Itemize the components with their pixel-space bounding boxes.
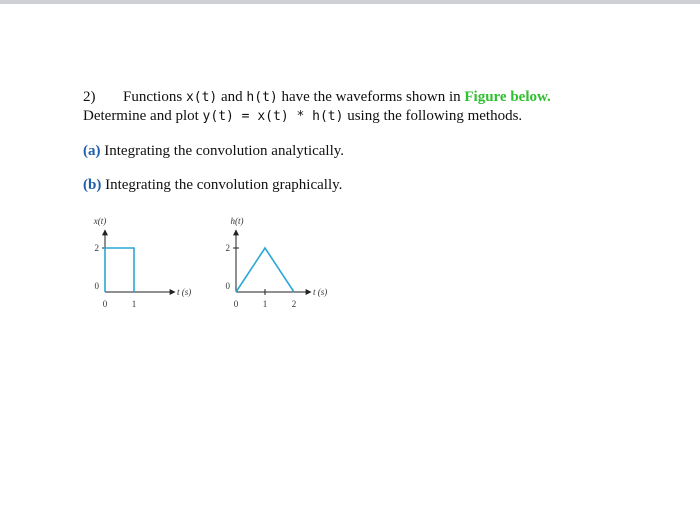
h-plot-ytick-0: 0 xyxy=(225,281,230,291)
h-plot-xtick-1: 1 xyxy=(262,299,268,309)
part-a xyxy=(83,142,344,160)
problem-line-2 xyxy=(83,107,522,126)
x-plot-xlabel: t (s) xyxy=(177,287,192,297)
x-waveform-plot xyxy=(80,210,210,320)
line1-suffix: have the waveforms shown in xyxy=(277,89,465,105)
part-b-label: (b) xyxy=(83,177,102,193)
problem-number: 2) xyxy=(83,89,96,105)
part-a-label: (a) xyxy=(83,143,101,159)
h-plot-xtick-0: 0 xyxy=(233,299,239,309)
part-b-text: Integrating the convolution graphically. xyxy=(101,177,343,193)
x-plot-xtick-1: 1 xyxy=(131,299,137,309)
line1-and: and xyxy=(217,89,247,105)
x-function: x(t) xyxy=(185,90,218,105)
h-plot-ytick-2: 2 xyxy=(225,243,230,253)
convolution-equation: y(t) = x(t) * h(t) xyxy=(202,109,344,124)
h-waveform-line xyxy=(236,248,294,292)
x-plot-ylabel: x(t) xyxy=(93,216,107,226)
line2-suffix: using the following methods. xyxy=(343,108,523,124)
figure-reference: Figure below. xyxy=(464,89,551,105)
x-plot-ytick-0: 0 xyxy=(94,281,99,291)
x-plot-ytick-2: 2 xyxy=(94,243,99,253)
h-function: h(t) xyxy=(246,90,278,105)
h-plot-xlabel: t (s) xyxy=(313,287,328,297)
part-a-text: Integrating the convolution analytically. xyxy=(100,143,345,159)
line1-prefix: Functions xyxy=(123,89,186,105)
x-plot-xtick-0: 0 xyxy=(102,299,108,309)
problem-line-1 xyxy=(83,88,551,107)
top-bar xyxy=(0,0,700,4)
x-waveform-line xyxy=(105,248,134,292)
line2-prefix: Determine and plot xyxy=(83,108,203,124)
h-plot-xtick-2: 2 xyxy=(291,299,297,309)
h-plot-ylabel: h(t) xyxy=(230,216,244,226)
h-waveform-plot xyxy=(213,210,343,320)
part-b xyxy=(83,176,342,194)
